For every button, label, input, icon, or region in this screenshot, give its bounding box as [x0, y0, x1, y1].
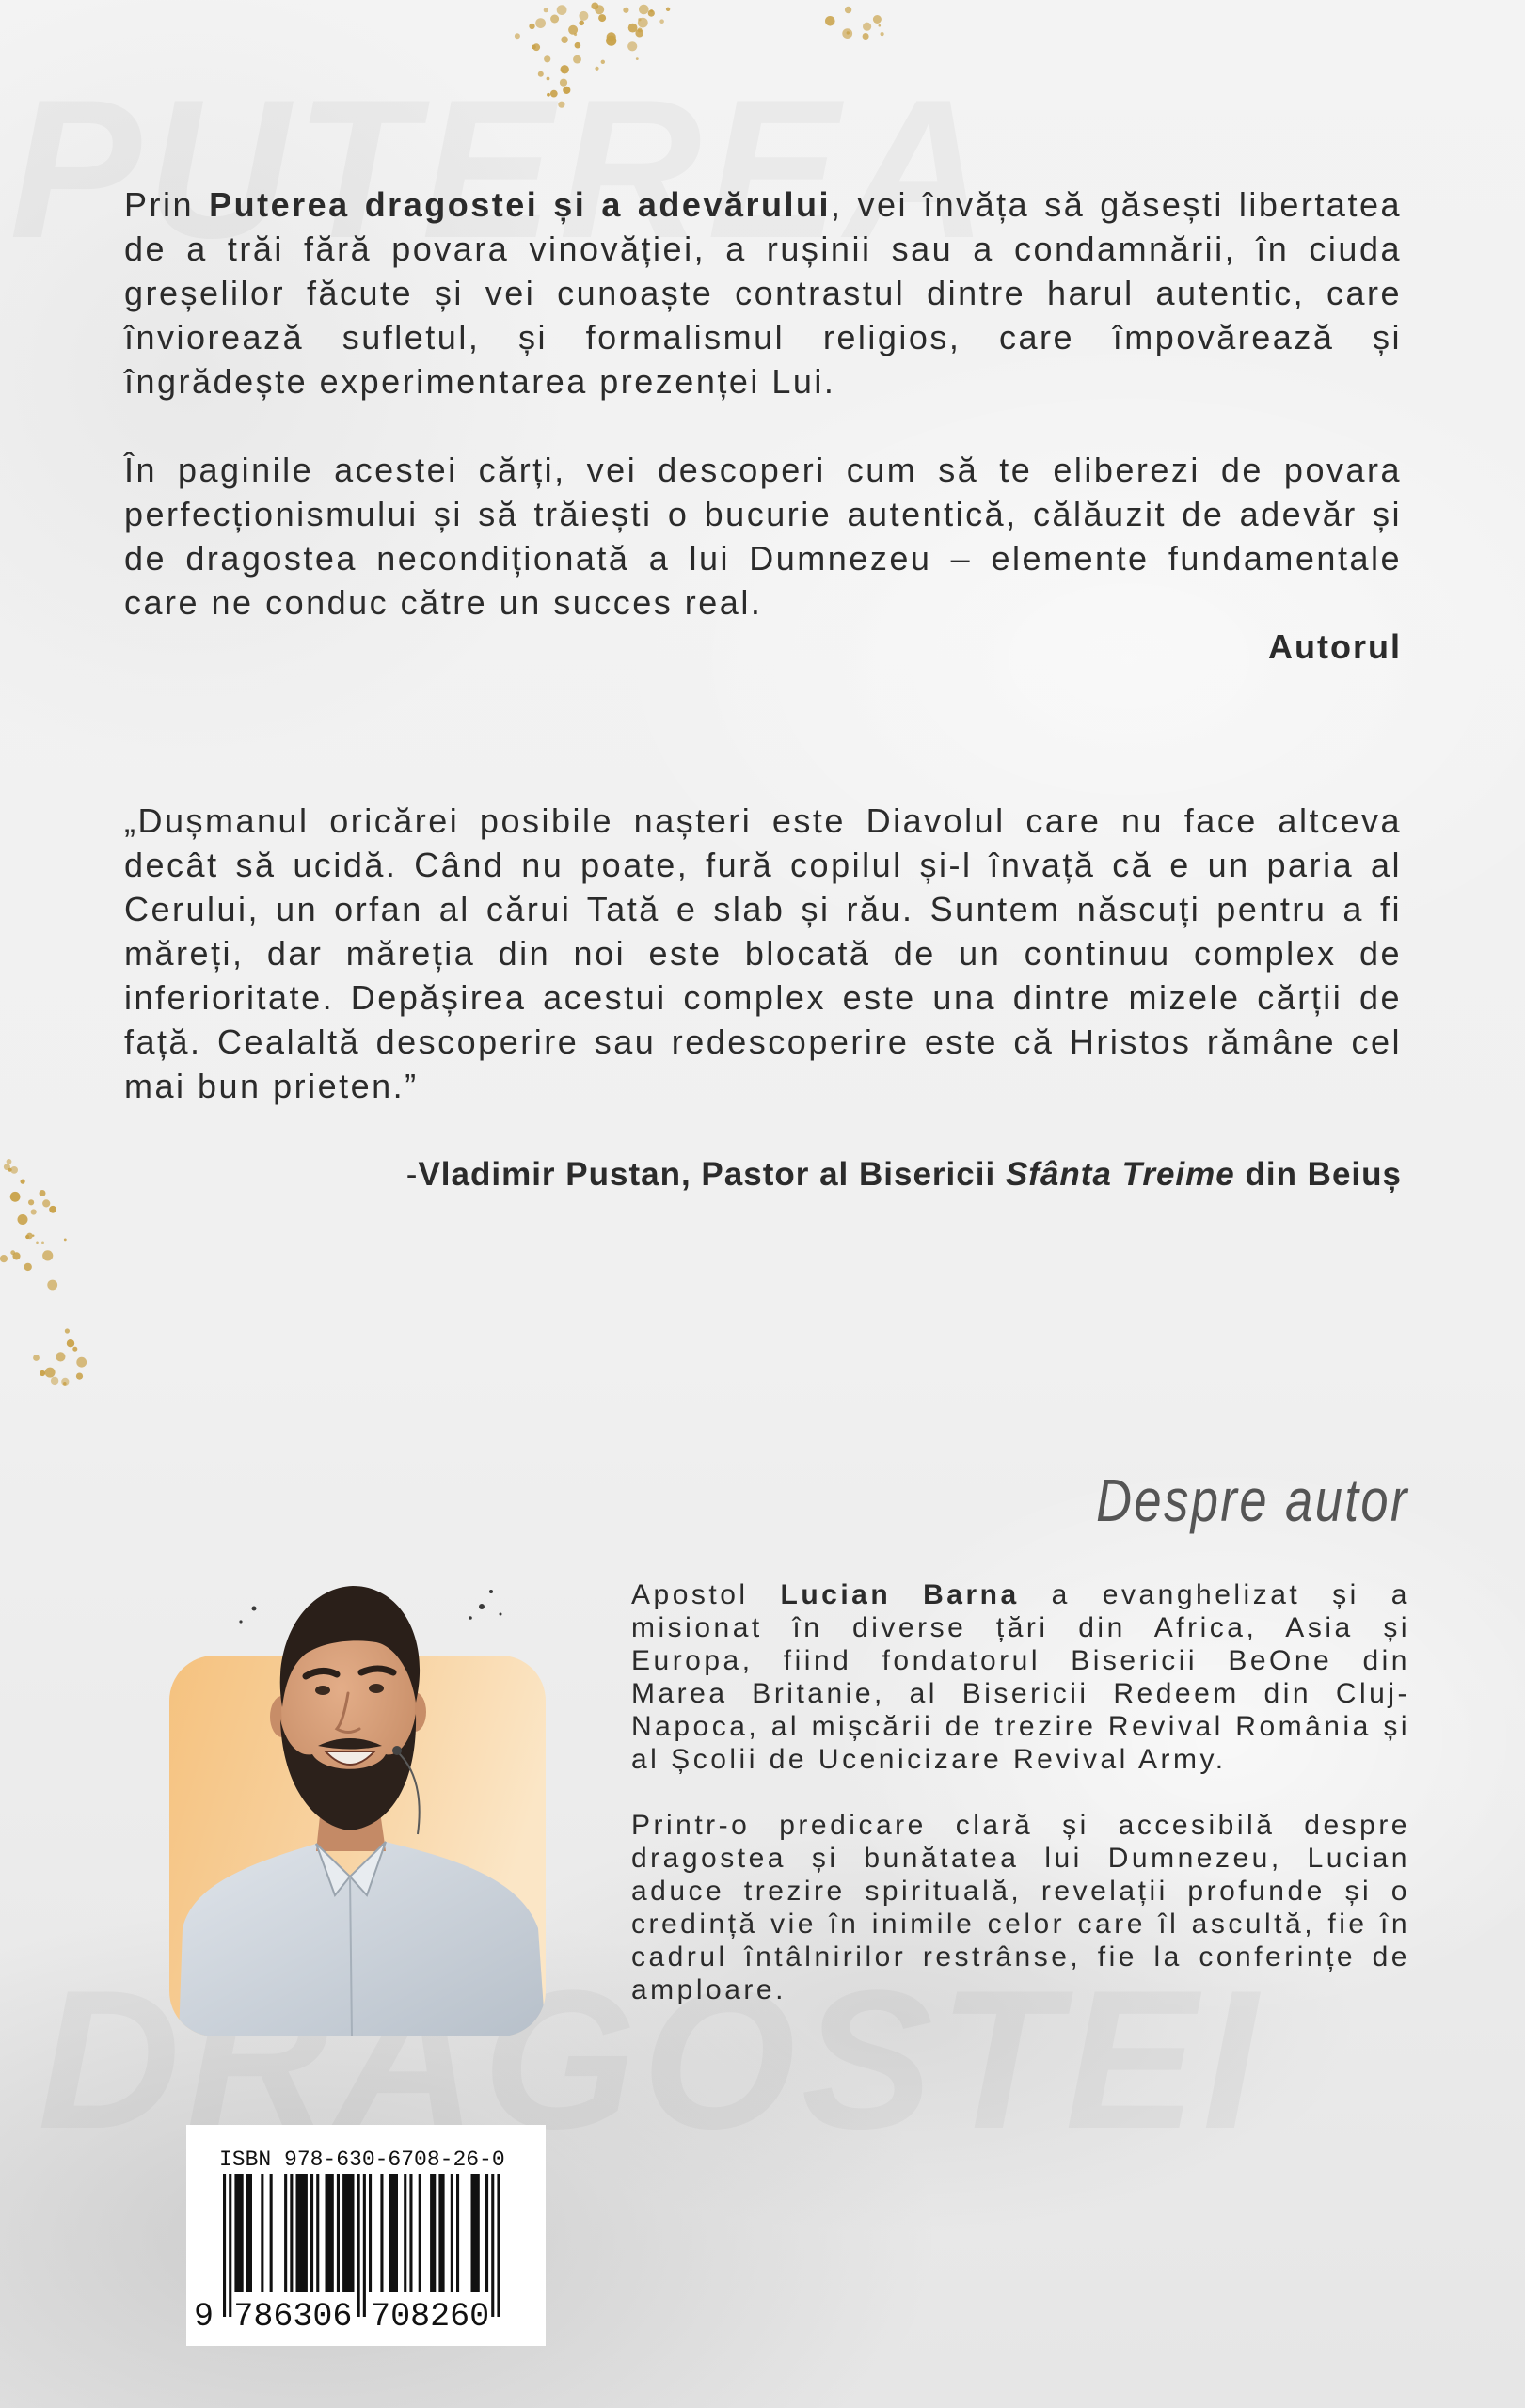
gold-speck	[879, 24, 882, 27]
barcode-bar	[310, 2174, 313, 2292]
gold-speck	[591, 3, 598, 10]
author-bio-paragraph-2: Printr-o predicare clară și accesibilă despre dragostea și bunătatea lui Dumnezeu, Lucian aduce trezire spirituală, revelații profunde și o credință vie în inimile celor care îl ascultă, fie în cadrul întâlnirilor restrânse, fie la conferințe de amploare.	[631, 1810, 1410, 2005]
barcode-first-digit: 9	[194, 2298, 214, 2336]
gold-speck	[579, 11, 588, 21]
endorser-name: Vladimir Pustan, Pastor al Bisericii	[418, 1156, 1006, 1193]
gold-speck	[36, 1242, 39, 1244]
ink-speck	[489, 1590, 493, 1593]
bio-text-body: a evanghelizat și a misionat în diverse țări din Africa, Asia și Europa, fiind fondatorul Bisericii BeOne din Marea Britanie, al Bisericii Redeem din Cluj-Napoca, al mișcării de trezire Revival România și al Școlii de Ucenicizare Revival Army.	[631, 1579, 1410, 1775]
gold-speck	[10, 1192, 21, 1202]
gold-speck	[575, 42, 581, 49]
barcode-bar	[404, 2174, 406, 2292]
barcode-bar	[438, 2174, 444, 2292]
gold-speck	[607, 32, 616, 41]
gold-speck	[639, 5, 649, 15]
church-name: Sfânta Treime	[1005, 1156, 1235, 1193]
gold-speck	[598, 14, 606, 22]
gold-speck	[40, 1370, 45, 1376]
barcode-bar	[261, 2174, 263, 2292]
intro-paragraph-2: În paginile acestei cărți, vei descoperi cum să te eliberezi de povara perfecționismului și să trăiești o bucurie autentică, călăuzit de adevăr și de dragostea necondiționată a lui Dumnezeu – elemente fundamentale care ne conduc către un succes real.	[124, 451, 1402, 622]
bio-text-lead: Apostol	[631, 1579, 781, 1610]
barcode-bar	[456, 2174, 459, 2292]
gold-speck	[863, 33, 869, 40]
barcode-bar	[296, 2174, 308, 2292]
gold-speck	[51, 1377, 58, 1385]
gold-speck	[825, 16, 835, 26]
gold-speck	[76, 1373, 83, 1380]
gold-speck	[49, 1206, 56, 1213]
gold-speck	[842, 28, 852, 39]
gold-speck	[666, 8, 670, 11]
gold-speck	[72, 1347, 77, 1352]
gold-speck	[33, 1354, 40, 1361]
gold-speck	[544, 8, 548, 12]
gold-speck	[638, 18, 648, 28]
gold-speck	[628, 24, 638, 33]
gold-speck	[845, 7, 851, 13]
back-cover-text	[124, 182, 1402, 1196]
gold-speck	[32, 1235, 34, 1237]
gold-speck	[881, 32, 884, 36]
gold-speck	[45, 1368, 56, 1378]
gold-speck	[10, 1250, 15, 1255]
barcode-bar	[363, 2174, 366, 2317]
barcode-bar	[342, 2174, 354, 2292]
endorser-location: din Beiuș	[1234, 1156, 1402, 1193]
barcode-bar	[369, 2174, 372, 2292]
gold-speck	[18, 1214, 28, 1225]
about-author-heading: Despre autor	[1096, 1466, 1409, 1534]
attribution-dash: -	[405, 1156, 419, 1193]
intro-text-body: , vei învăța să găsești libertatea de a trăi fără povara vinovăției, a rușinii sau a condamnării, în ciuda greșelilor făcute și vei cunoaște contrastul dintre harul autentic, care înviorează sufletul, și formalismul religios, care împovărează și îngrădește experimentarea prezenței Lui.	[124, 185, 1402, 401]
gold-speck	[25, 1235, 29, 1239]
barcode-bar	[326, 2174, 334, 2292]
gold-speck	[561, 36, 568, 43]
author-name: Lucian Barna	[780, 1579, 1020, 1610]
barcode-bar	[389, 2174, 398, 2292]
headset-mic	[392, 1746, 402, 1755]
gold-speck	[515, 33, 520, 39]
gold-speck	[863, 23, 871, 31]
author-signature: Autorul	[1268, 627, 1402, 666]
gold-speck	[638, 18, 641, 21]
author-eye-right	[369, 1684, 384, 1693]
barcode-bar	[290, 2174, 293, 2292]
gold-speck	[550, 15, 559, 24]
ink-speck	[469, 1616, 472, 1620]
gold-speck	[64, 1239, 67, 1242]
barcode-bar	[419, 2174, 421, 2292]
ink-speck	[500, 1613, 502, 1616]
author-photo	[151, 1552, 564, 2041]
gold-speck	[26, 1233, 33, 1240]
gold-speck	[648, 10, 655, 17]
gold-speck	[529, 24, 534, 29]
gold-speck	[847, 31, 850, 34]
gold-speck	[10, 1166, 18, 1174]
barcode-bar	[485, 2174, 488, 2292]
barcode-bar	[357, 2174, 360, 2317]
author-eye-left	[315, 1686, 330, 1695]
barcode-bar	[234, 2174, 243, 2292]
author-eyebrow-right	[361, 1669, 393, 1672]
gold-speck	[532, 43, 540, 51]
gold-speck	[595, 5, 604, 14]
gold-speck	[623, 8, 628, 13]
ink-speck	[239, 1620, 242, 1623]
gold-speck	[63, 1382, 67, 1386]
gold-speck	[532, 45, 536, 50]
barcode-bars	[223, 2174, 500, 2317]
gold-speck	[42, 1199, 50, 1207]
barcode-graphic	[186, 2125, 546, 2346]
gold-speck	[650, 9, 653, 12]
gold-speck	[67, 1339, 74, 1347]
gold-speck	[8, 1168, 12, 1172]
gold-speck	[76, 1357, 87, 1368]
gold-speck	[873, 15, 882, 24]
gold-speck	[635, 29, 643, 38]
gold-speck	[41, 1242, 44, 1244]
intro-text-lead: Prin	[124, 185, 210, 224]
ink-speck	[252, 1607, 257, 1611]
isbn-label: ISBN 978-630-6708-26-0	[219, 2147, 505, 2172]
gold-speck	[65, 1328, 70, 1333]
barcode-bar	[451, 2174, 453, 2292]
author-bio-paragraph-1	[631, 1578, 1410, 1776]
gold-speck	[40, 1190, 46, 1196]
gold-speck	[42, 1250, 53, 1260]
barcode-bar	[246, 2174, 252, 2292]
gold-speck	[24, 1263, 32, 1271]
isbn-barcode	[186, 2125, 546, 2346]
gold-speck	[535, 18, 546, 28]
gold-speck	[574, 33, 577, 36]
intro-paragraph-1	[124, 182, 1402, 404]
author-bio	[631, 1578, 1410, 2006]
gold-speck	[7, 1159, 12, 1164]
barcode-bar	[430, 2174, 436, 2292]
barcode-bar	[497, 2174, 500, 2317]
gold-speck	[4, 1164, 10, 1170]
barcode-bar	[270, 2174, 273, 2292]
barcode-bar	[284, 2174, 287, 2292]
gold-speck	[31, 1209, 37, 1214]
gold-speck	[659, 19, 664, 24]
barcode-bar	[491, 2174, 494, 2317]
barcode-left-digits: 786306	[233, 2298, 353, 2336]
gold-speck	[606, 36, 616, 46]
barcode-bar	[316, 2174, 319, 2292]
gold-speck	[21, 1180, 25, 1184]
barcode-bar	[337, 2174, 340, 2292]
barcode-right-digits: 708260	[371, 2298, 490, 2336]
barcode-bar	[409, 2174, 412, 2292]
gold-speck	[28, 1199, 34, 1205]
endorsement-attribution	[124, 1152, 1402, 1196]
barcode-bar	[229, 2174, 231, 2317]
gold-speck	[579, 21, 584, 26]
gold-speck	[568, 25, 578, 35]
gold-speck	[12, 1252, 20, 1259]
book-title-inline: Puterea dragostei și a adevărului	[209, 185, 831, 224]
gold-speck	[557, 5, 567, 15]
gold-speck	[56, 1352, 65, 1361]
gold-speck	[627, 41, 637, 51]
barcode-bar	[380, 2174, 383, 2292]
gold-speck	[0, 1255, 8, 1262]
barcode-bar	[471, 2174, 480, 2292]
barcode-bar	[223, 2174, 226, 2317]
endorsement-quote: „Dușmanul oricărei posibile nașteri este Diavolul care nu face altceva decât să ucidă. Când nu poate, fură copilul și-l învață că e un paria al Cerului, un orfan al cărui Tată e slab și rău. Suntem născuți pentru a fi măreți, dar măreția din noi este blocată de un continuu complex de inferioritate. Depășirea acestui complex este una dintre mizele cărții de față. Cealaltă descoperire sau redescoperire este că Hristos rămâne cel mai bun prieten.”	[124, 801, 1402, 1105]
gold-speck	[61, 1378, 69, 1386]
gold-speck	[638, 28, 643, 33]
gold-speck	[47, 1280, 57, 1291]
ink-speck	[479, 1604, 485, 1609]
